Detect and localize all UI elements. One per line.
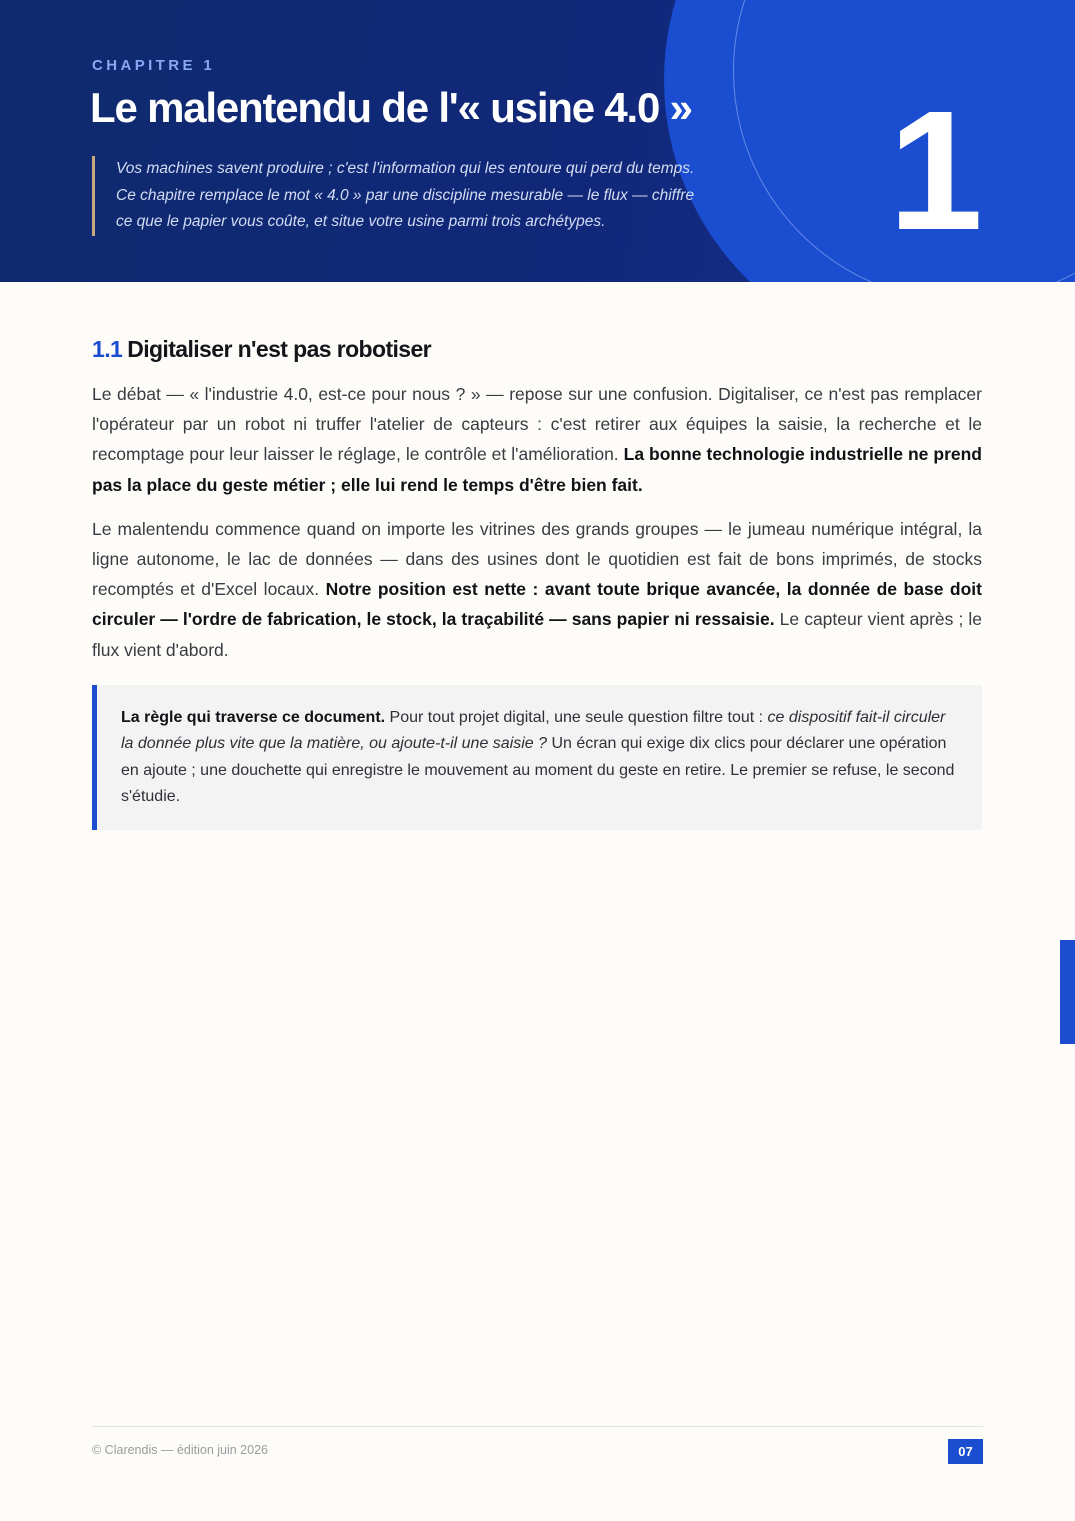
section-heading: [92, 336, 982, 363]
rule-text: Un écran qui exige dix clics pour déclarer une opération en ajoute ; une douchette qui enregistre le mouvement au moment du geste en retire. Le premier se refuse, le second s'étudie.: [121, 735, 955, 806]
rule-lead: La règle qui traverse ce document.: [121, 708, 386, 726]
body-paragraph: [92, 379, 982, 500]
rule-callout: [92, 685, 982, 831]
footer-divider: [92, 1426, 983, 1427]
chapter-lede: [92, 156, 756, 236]
lede-line: Ce chapitre remplace le mot « 4.0 » par une discipline mesurable — le flux — chiffre: [116, 186, 695, 204]
paragraph-tail: Le capteur vient après ; le flux vient d'abord.: [92, 609, 983, 660]
page-number: 07: [948, 1439, 983, 1464]
lede-line: Vos machines savent produire ; c'est l'information qui les entoure qui perd du temps.: [116, 160, 695, 177]
rule-question: ce dispositif fait-il circuler la donnée plus vite que la matière, ou ajoute-t-il une saisie ?: [121, 708, 946, 753]
body-paragraph: [92, 514, 982, 665]
lede-line: ce que le papier vous coûte, et situe votre usine parmi trois archétypes.: [116, 213, 606, 230]
paragraph-emphasis: La bonne technologie industrielle ne prend pas la place du geste métier ; elle lui rend le temps d'être bien fait.: [92, 444, 982, 495]
paragraph-text: Le malentendu commence quand on importe les vitrines des grands groupes — le jumeau numérique intégral, la ligne autonome, le lac de données — dans des usines dont le quotidien est fait de bons imprimés, de stocks recomptés et d'Excel locaux.: [92, 518, 982, 600]
chapter-kicker: CHAPITRE 1: [92, 57, 216, 74]
chapter-body: [92, 336, 982, 830]
paragraph-emphasis: Notre position est nette : avant toute brique avancée, la donnée de base doit circuler — l'ordre de fabrication, le stock, la traçabilité — sans papier ni ressaisie.: [92, 579, 982, 630]
chapter-header: [0, 0, 1075, 282]
chapter-title: Le malentendu de l'« usine 4.0 »: [90, 84, 692, 131]
section-number: 1.1: [92, 336, 123, 362]
section-title: Digitaliser n'est pas robotiser: [127, 336, 432, 362]
chapter-side-tab: [1060, 940, 1075, 1044]
rule-text: Pour tout projet digital, une seule question filtre tout :: [385, 708, 768, 726]
paragraph-text: Le débat — « l'industrie 4.0, est-ce pour nous ? » — repose sur une confusion. Digitaliser, ce n'est pas remplacer l'opérateur par un robot ni truffer l'atelier de capteurs : c'est retirer aux équipes la saisie, la recherche et le recomptage pour leur laisser le réglage, le contrôle et l'amélioration.: [92, 384, 982, 465]
chapter-number: 1: [888, 76, 979, 266]
footer-credit: © Clarendis — édition juin 2026: [92, 1443, 268, 1457]
